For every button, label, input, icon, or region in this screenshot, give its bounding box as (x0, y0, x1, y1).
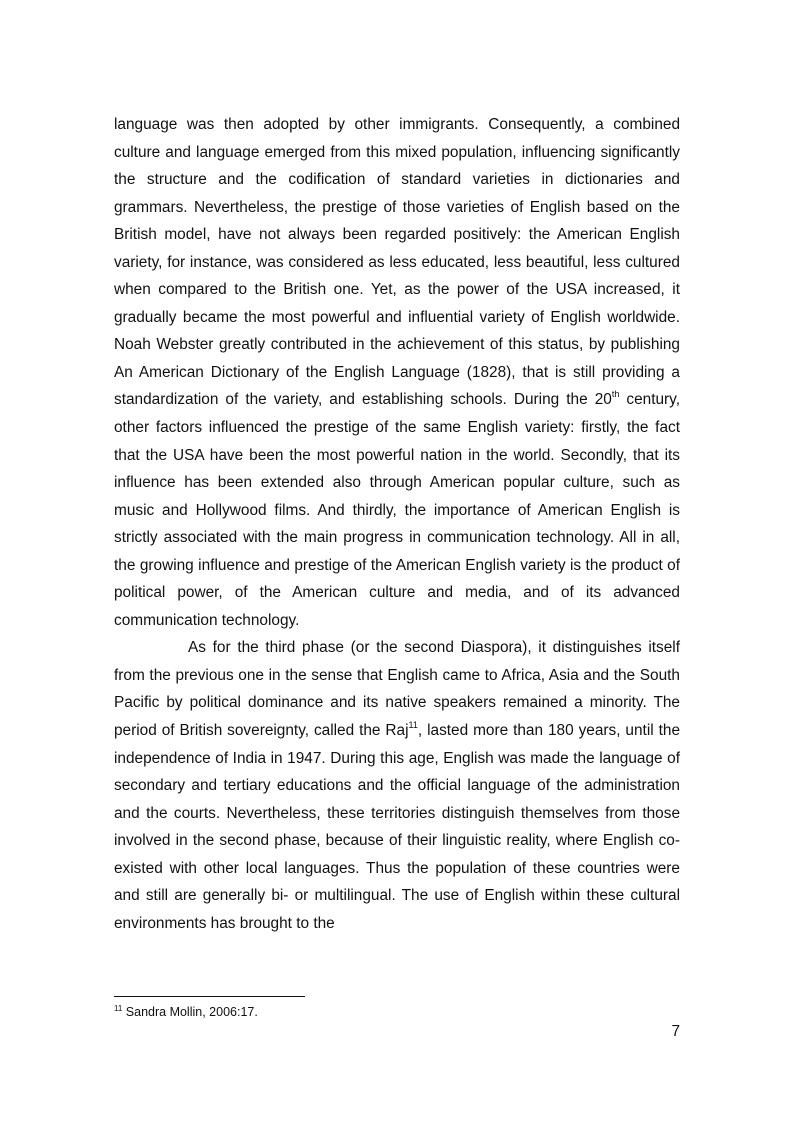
page-number: 7 (671, 1023, 680, 1040)
paragraph-1: language was then adopted by other immigrants. Consequently, a combined culture and language emerged from this mixed population, influencing significantly the structure and the codification of standard varieties in dictionaries and grammars. Nevertheless, the prestige of those varieties of English based on the British model, have not always been regarded positively: the American English variety, for instance, was considered as less educated, less beautiful, less cultured when compared to the British one. Yet, as the power of the USA increased, it gradually became the most powerful and influential variety of English worldwide. Noah Webster greatly contributed in the achievement of this status, by publishing An American Dictionary of the English Language (1828), that is still providing a standardization of the variety, and establishing schools. During the 20th century, other factors influenced the prestige of the same English variety: firstly, the fact that the USA have been the most powerful nation in the world. Secondly, that its influence has been extended also through American popular culture, such as music and Hollywood films. And thirdly, the importance of American English is strictly associated with the main progress in communication technology. All in all, the growing influence and prestige of the American English variety is the product of political power, of the American culture and media, and of its advanced communication technology. (114, 116, 680, 629)
paragraph-2: As for the third phase (or the second Diaspora), it distinguishes itself from the previous one in the sense that English came to Africa, Asia and the South Pacific by political dominance and its native speakers remained a minority. The period of British sovereignty, called the Raj$^{11}$, lasted more than 180 years, until the independence of India in 1947. During this age, English was made the language of secondary and tertiary educations and the official language of the administration and the courts. Nevertheless, these territories distinguish themselves from those involved in the second phase, because of their linguistic reality, where English co-existed with other local languages. Thus the population of these countries were and still are generally bi- or multilingual. The use of English within these cultural environments has brought to the (114, 639, 681, 932)
footnote-text: Sandra Mollin, 2006:17. (122, 1005, 258, 1019)
superscript-th: th (611, 389, 620, 400)
footnote-reference-11[interactable]: 11 (408, 720, 418, 731)
body-text (114, 111, 680, 937)
footnote-separator (114, 996, 305, 997)
footnote-marker: 11 (114, 1004, 123, 1013)
footnote (114, 1004, 258, 1020)
